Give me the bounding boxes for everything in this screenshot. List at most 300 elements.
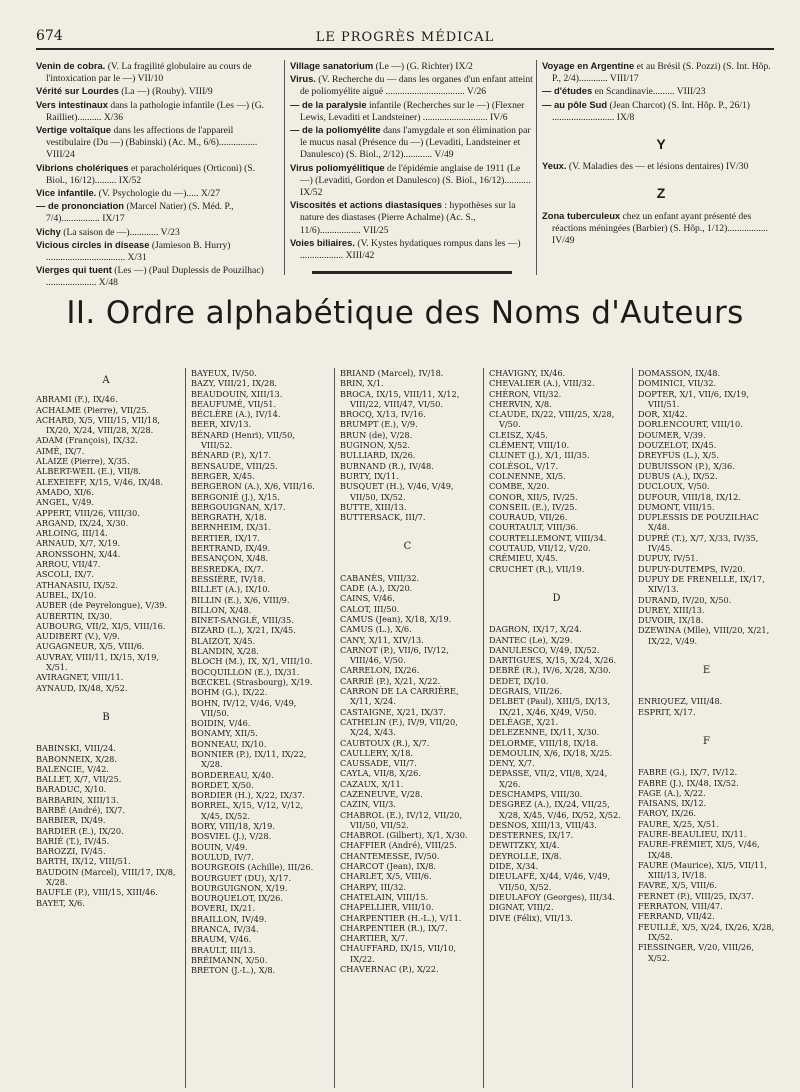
author-entry: BESANÇON, X/48. bbox=[191, 553, 269, 564]
author-entry: BARBIER, IX/49. bbox=[36, 815, 106, 826]
author-entry: BOURGUIGNON, X/19. bbox=[191, 882, 288, 893]
author-column-5 bbox=[632, 368, 775, 1088]
author-entry: DOUZELOT, IX/45. bbox=[638, 440, 717, 451]
author-entry: CARRIÉ (P.), X/21, X/22. bbox=[340, 675, 441, 686]
author-entry: BOHM (G.), IX/22. bbox=[191, 687, 268, 698]
author-entry: CHÉRON, VII/32. bbox=[489, 388, 562, 399]
author-entry: ESPRIT, X/17. bbox=[638, 706, 696, 717]
subject-entry-text: (V. La fragilité globulaire au cours de l'intoxication par le —) VII/10 bbox=[46, 61, 252, 85]
author-entry: BALLET, X/7, VII/25. bbox=[36, 774, 122, 785]
author-entry: ARNAUD, X/7, X/19. bbox=[36, 538, 121, 549]
author-entry: AUBER (de Peyrelongue), V/39. bbox=[36, 600, 168, 611]
author-entry: AUBEL, IX/10. bbox=[36, 589, 97, 600]
letter-spacer bbox=[36, 693, 176, 705]
author-entry: COURTAULT, VIII/36. bbox=[489, 522, 579, 533]
author-entry: BOURGEOIS (Achille), III/26. bbox=[191, 862, 314, 873]
author-entry: DAGRON, IX/17, X/24. bbox=[489, 624, 582, 635]
author-entry: ARLOING, III/14. bbox=[36, 528, 108, 539]
subject-entry bbox=[36, 124, 274, 162]
author-entry: CLUNET (J.), X/1, III/35. bbox=[489, 450, 590, 461]
author-entry: BAUDOIN (Marcel), VIII/17, IX/8, X/28. bbox=[36, 866, 176, 888]
author-entry: CABANÈS, VIII/32. bbox=[340, 572, 420, 583]
author-entry: BERGER, X/45. bbox=[191, 470, 255, 481]
author-entry: BENSAUDE, VIII/25. bbox=[191, 460, 278, 471]
subject-entry-head: Zona tuberculeux bbox=[542, 209, 621, 221]
author-entry: BONAMY, XII/5. bbox=[191, 728, 258, 739]
section-title: II. Ordre alphabétique des Noms d'Auteurs bbox=[66, 295, 744, 331]
subject-entry bbox=[36, 225, 274, 239]
author-entry: CLAUDE, IX/22, VIII/25, X/28, V/50. bbox=[489, 409, 615, 430]
author-entry: CHARLET, X/5, VIII/6. bbox=[340, 871, 432, 882]
subject-entry-head: — de la poliomyélite bbox=[290, 124, 381, 136]
author-entry: CHARPENTIER (H.-L.), V/11. bbox=[340, 912, 462, 923]
author-entry: BEAUFUMÉ, VII/51. bbox=[191, 398, 277, 409]
subject-entry bbox=[36, 264, 274, 289]
author-entry: COURTELLEMONT, VIII/34. bbox=[489, 532, 607, 543]
author-entry: DOMASSON, IX/48. bbox=[638, 368, 721, 378]
author-entry: BEER, XIV/13. bbox=[191, 419, 252, 430]
author-entry: CHAPELLIER, VIII/10. bbox=[340, 902, 434, 913]
author-entry: ABRAMI (F.), IX/46. bbox=[36, 394, 118, 405]
author-entry: DUPUY DE FRENELLE, IX/17, XIV/13. bbox=[638, 573, 765, 595]
author-entry: FAVRE, X/5, VIII/6. bbox=[638, 880, 717, 891]
author-entry: AIMÉ, IX/7. bbox=[36, 445, 85, 456]
author-entry: FERNET (P.), VIII/25, IX/37. bbox=[638, 890, 754, 901]
author-entry: BARDIER (E.), IX/20. bbox=[36, 825, 124, 836]
author-entry: BAUFLE (P.), VIII/15, XIII/46. bbox=[36, 887, 158, 898]
author-entry: CANY, X/11, XIV/13. bbox=[340, 634, 424, 645]
subject-entry-head: — de la paralysie bbox=[290, 98, 367, 110]
author-entry: FAURE-BEAULIEU, IX/11. bbox=[638, 828, 747, 839]
subject-entry bbox=[36, 98, 274, 124]
author-entry: BÉNARD (P.), X/17. bbox=[191, 450, 272, 461]
author-entry: BUTTE, XIII/13. bbox=[340, 501, 407, 512]
author-entry: BARADUC, X/10. bbox=[36, 784, 107, 795]
author-entry: CAINS, V/46. bbox=[340, 593, 395, 604]
author-entry: BERGERON (A.), X/6, VIII/16. bbox=[191, 481, 315, 492]
author-entry: COURAUD, VII/26. bbox=[489, 512, 568, 523]
subject-entry-head: Vice infantile. bbox=[36, 187, 97, 199]
author-entry: CAUSSADE, VII/7. bbox=[340, 758, 417, 769]
author-entry: BLANDIN, X/28. bbox=[191, 646, 259, 657]
author-entry: FAURE (Maurice), XI/5, VII/11, XIII/13, IV/18. bbox=[638, 859, 768, 881]
author-entry: DIEULAFOY (Georges), III/34. bbox=[489, 891, 616, 902]
author-entry: BROCQ, X/13, IV/16. bbox=[340, 409, 426, 420]
author-entry: COLÉSOL, V/17. bbox=[489, 460, 559, 471]
author-entry: DIDE, X/34. bbox=[489, 861, 539, 872]
section-divider bbox=[312, 271, 512, 274]
letter-heading: B bbox=[102, 711, 110, 723]
author-entry: DORLENCOURT, VIII/10. bbox=[638, 419, 743, 430]
author-entry: CHANTEMESSE, IV/50. bbox=[340, 850, 440, 861]
author-entry: CHAFFIER (André), VIII/25. bbox=[340, 840, 457, 851]
author-entry: BAYEUX, IV/50. bbox=[191, 368, 257, 378]
author-entry: CHABROL (E.), IV/12, VII/20, VII/50, VII/52. bbox=[340, 809, 463, 830]
author-entry: BUGINON, X/52. bbox=[340, 440, 411, 451]
author-entry: FERRATON, VIII/47. bbox=[638, 901, 723, 912]
author-entry: BRAULT, III/13. bbox=[191, 944, 256, 955]
subject-entry-text: (Le —) (G. Richter) IX/2 bbox=[375, 61, 473, 72]
author-entry: DUREY, XIII/13. bbox=[638, 604, 705, 615]
author-entry: DIVE (Félix), VII/13. bbox=[489, 912, 573, 923]
letter-spacer bbox=[489, 574, 624, 586]
letter-spacer bbox=[340, 561, 475, 573]
subject-entry-text: et au Brésil (S. Pozzi) (S. Int. Hôp. P., 2/4)............ VIII/17 bbox=[552, 61, 771, 85]
subject-index-continuation bbox=[36, 60, 774, 289]
subject-entry-text: (V. Kystes hydatiques rompus dans les —) .................. XIII/42 bbox=[300, 237, 521, 262]
author-entry: FAISANS, IX/12. bbox=[638, 798, 707, 809]
subject-entry bbox=[290, 161, 533, 200]
author-entry: CHAVERNAC (P.), X/22. bbox=[340, 964, 439, 975]
subject-column-3 bbox=[536, 60, 780, 275]
author-entry: BINET-SANGLÉ, VIII/35. bbox=[191, 615, 294, 626]
author-entry: CAZENEUVE, V/28. bbox=[340, 788, 423, 799]
author-entry: DESNOS, XIII/13, VIII/43. bbox=[489, 819, 597, 830]
subject-entry-text: en Scandinavie......... VIII/23 bbox=[594, 86, 706, 98]
letter-spacer bbox=[489, 612, 624, 624]
author-entry: ACHARD, X/5, VIII/15, VII/18, IX/20, X/24, VIII/28, X/28. bbox=[36, 414, 161, 436]
subject-entry-text: : hypothèses sur la nature des diastases (Pierre Achalme) (Ac. S., 11/6)................. VII/25 bbox=[300, 200, 516, 236]
author-entry: CARNOT (P.), VII/6, IV/12, VIII/46, V/50. bbox=[340, 644, 449, 666]
page-number: 674 bbox=[36, 28, 63, 44]
author-entry: DUPRÉ (T.), X/7, X/33, IV/35, IV/45. bbox=[638, 532, 759, 554]
author-entry: BOVERI, IX/21. bbox=[191, 903, 256, 914]
author-entry: ARGAND, IX/24, X/30. bbox=[36, 517, 129, 528]
author-entry: BABONNEIX, X/28. bbox=[36, 753, 117, 764]
author-entry: BRAUM, V/46. bbox=[191, 934, 252, 945]
author-entry: CHAUFFARD, IX/15, VII/10, IX/22. bbox=[340, 943, 457, 964]
author-entry: CHABROL (Gilbert), X/1, X/30. bbox=[340, 830, 468, 841]
subject-entry-text: (V. Psychologie du —)..... X/27 bbox=[98, 188, 221, 200]
author-entry: FAURE-FRÉMIET, XI/5, V/46, IX/48. bbox=[638, 839, 760, 860]
author-entry: COUTAUD, VII/12, V/20. bbox=[489, 543, 591, 554]
author-entry: CHAVIGNY, IX/46. bbox=[489, 368, 566, 378]
author-entry: DELBET (Paul), XIII/5, IX/13, IX/21, X/46, X/49, V/50. bbox=[489, 696, 611, 717]
author-entry: CHARPY, III/32. bbox=[340, 881, 407, 892]
author-entry: BAROZZI, IV/45. bbox=[36, 846, 106, 857]
journal-title: LE PROGRÈS MÉDICAL bbox=[315, 30, 495, 45]
author-entry: BUSQUET (H.), V/46, V/49, VII/50, IX/52. bbox=[340, 481, 454, 502]
author-entry: FIESSINGER, V/20, VIII/26, X/52. bbox=[638, 942, 754, 963]
subject-entry bbox=[36, 161, 274, 187]
subject-entry-head: Vicious circles in disease bbox=[36, 238, 150, 250]
author-entry: BRÉIMANN, X/50. bbox=[191, 954, 268, 965]
author-entry: DUVOIR, IX/18. bbox=[638, 615, 704, 626]
author-entry: BERTIER, IX/17. bbox=[191, 532, 260, 543]
author-entry: BAZY, VIII/21, IX/28. bbox=[191, 378, 278, 389]
author-entry: CONSEIL (E.), IV/25. bbox=[489, 501, 578, 512]
letter-spacer bbox=[638, 755, 775, 767]
author-entry: BŒCKEL (Strasbourg), X/19. bbox=[191, 676, 313, 687]
subject-entry-text: (Les —) (Paul Duplessis de Pouzilhac) ..................... X/48 bbox=[46, 265, 264, 289]
author-entry: DEWITZKY, XI/4. bbox=[489, 840, 560, 851]
subject-entry bbox=[542, 60, 780, 85]
author-entry: DELEZENNE, IX/11, X/30. bbox=[489, 727, 600, 738]
subject-entry-text: (La saison de —)............ V/23 bbox=[63, 226, 180, 238]
author-entry: BÉCLÈRE (A.), IV/14. bbox=[191, 409, 281, 420]
author-entry: AYNAUD, IX/48, X/52. bbox=[36, 682, 128, 693]
author-entry: BABINSKI, VIII/24. bbox=[36, 743, 116, 754]
letter-heading: C bbox=[403, 541, 412, 553]
page-header bbox=[36, 28, 774, 50]
author-entry: BERGOUIGNAN, X/17. bbox=[191, 501, 286, 512]
author-entry: DIGNAT, VIII/2. bbox=[489, 902, 554, 913]
author-entry: CAMUS (Jean), X/18, X/19. bbox=[340, 613, 452, 624]
author-entry: ARROU, VII/47. bbox=[36, 559, 101, 570]
author-entry: FAROY, IX/26. bbox=[638, 808, 697, 819]
author-entry: DENY, X/7. bbox=[489, 758, 535, 769]
author-entry: BOURGUET (DU), X/17. bbox=[191, 872, 292, 883]
subject-entry bbox=[290, 199, 533, 237]
letter-spacer bbox=[340, 522, 475, 534]
subject-entry bbox=[290, 60, 533, 73]
author-entry: ADAM (François), IX/32. bbox=[36, 435, 138, 446]
letter-heading: D bbox=[552, 592, 561, 604]
author-entry: DEMOULIN, X/6, IX/18, X/25. bbox=[489, 747, 613, 758]
author-entry: BORDIER (H.), X/22, IX/37. bbox=[191, 790, 305, 801]
subject-entry-text: dans l'amygdale et son élimination par le mucus nasal (Présence du —) (Levaditi, Landsteiner et Danulesco) (S. Biol., 2/12)............ V/49 bbox=[300, 125, 531, 161]
author-entry: CLÉMENT, VIII/10. bbox=[489, 440, 570, 451]
subject-entry-text: et paracholériques (Orticoni) (S. Biol., 16/12)......... IX/52 bbox=[46, 162, 256, 186]
author-entry: AUBERTIN, IX/30. bbox=[36, 610, 113, 621]
author-entry: BLOCH (M.), IX, X/1, VIII/10. bbox=[191, 656, 313, 667]
author-entry: DEGRAIS, VII/26. bbox=[489, 686, 563, 697]
author-entry: BERGRATH, X/18. bbox=[191, 512, 267, 523]
letter-heading: Z bbox=[656, 185, 666, 202]
author-entry: ALEXEIEFF, X/15, V/46, IX/48. bbox=[36, 476, 163, 487]
author-entry: FERRAND, VII/42. bbox=[638, 911, 715, 922]
author-entry: DUBUS (A.), IX/52. bbox=[638, 470, 718, 481]
author-entry: BRAILLON, IV/49. bbox=[191, 913, 267, 924]
author-entry: BERTRAND, IX/49. bbox=[191, 543, 271, 554]
author-entry: CAUBTOUX (R.), X/7. bbox=[340, 737, 430, 748]
author-entry: CAULLERY, X/18. bbox=[340, 747, 414, 758]
author-entry: CARRON DE LA CARRIÈRE, X/11, X/24. bbox=[340, 686, 459, 707]
author-entry: BORY, VIII/18, X/19. bbox=[191, 821, 275, 832]
author-entry: ALBERT-WEIL (E.), VII/8. bbox=[36, 466, 141, 477]
author-entry: AUGAGNEUR, X/5, VIII/6. bbox=[36, 641, 145, 652]
subject-entry-head: Vierges qui tuent bbox=[36, 264, 112, 276]
author-entry: BARTH, IX/12, VIII/51. bbox=[36, 856, 131, 867]
letter-spacer bbox=[36, 731, 176, 743]
subject-entry-head: Vérité sur Lourdes bbox=[36, 85, 119, 97]
author-entry: CAZIN, VII/3. bbox=[340, 799, 396, 810]
author-entry: DANULESCO, V/49, IX/52. bbox=[489, 644, 600, 655]
author-entry: DESGREZ (A.), IX/24, VII/25, X/28, X/45, V/46, IX/52, X/52. bbox=[489, 799, 621, 820]
author-entry: AUVRAY, VIII/11, IX/15, X/19, X/51. bbox=[36, 651, 160, 673]
subject-entry-head: Vichy bbox=[36, 225, 61, 237]
subject-entry-text: dans la pathologie infantile (Les —) (G. Railliet).......... X/36 bbox=[46, 99, 265, 123]
author-entry: DEYROLLE, IX/8. bbox=[489, 850, 562, 861]
author-entry: BRIAND (Marcel), IV/18. bbox=[340, 368, 444, 378]
author-entry: DIEULAFÉ, X/44, V/46, V/49, VII/50, X/52. bbox=[489, 871, 611, 892]
author-entry: ACHALME (Pierre), VII/25. bbox=[36, 404, 150, 415]
author-entry: BILLET (A.), IX/10. bbox=[191, 584, 271, 595]
author-entry: BÉNARD (Henri), VII/50, VIII/52. bbox=[191, 429, 295, 451]
author-entry: APPERT, VIII/26, VIII/30. bbox=[36, 507, 140, 518]
subject-entry-text: (Jean Charcot) (S. Int. Hôp. P., 26/1) .......................... IX/8 bbox=[552, 99, 750, 123]
subject-entry-text: infantile (Recherches sur le —) (Flexner Lewis, Levaditi et Landsteiner) ........................... IV/6 bbox=[300, 99, 525, 123]
author-entry: BRUMPT (E.), V/9. bbox=[340, 419, 418, 430]
author-entry: CHARPENTIER (R.), IX/7. bbox=[340, 922, 448, 933]
author-column-4 bbox=[483, 368, 624, 1088]
author-entry: BIZARD (L.), X/21, IX/45. bbox=[191, 625, 296, 636]
author-entry: BEAUDOUIN, XIII/13. bbox=[191, 388, 283, 399]
author-entry: BILLON, X/48. bbox=[191, 604, 252, 615]
author-entry: DUPUY, IV/51. bbox=[638, 553, 699, 564]
author-entry: ANGEL, V/49. bbox=[36, 497, 94, 508]
author-entry: CATHELIN (F.), IV/9, VII/20, X/24, X/43. bbox=[340, 716, 458, 738]
author-entry: FEUILLÉ, X/5, X/24, IX/26, X/28, IX/52. bbox=[638, 921, 775, 942]
author-entry: ATHANASIU, IX/52. bbox=[36, 579, 119, 590]
author-column-1 bbox=[36, 368, 176, 1088]
author-column-3 bbox=[334, 368, 475, 1088]
author-entry: DELÉAGE, X/21. bbox=[489, 716, 559, 727]
author-entry: BAYET, X/6. bbox=[36, 897, 85, 908]
author-entry: DEPASSE, VII/2, VII/8, X/24, X/26. bbox=[489, 768, 608, 789]
author-entry: CHARTIER, X/7. bbox=[340, 933, 408, 944]
author-entry: BOIDIN, V/46. bbox=[191, 718, 251, 729]
author-entry: BULLIARD, IX/26. bbox=[340, 450, 416, 461]
letter-spacer bbox=[638, 646, 775, 658]
letter-heading: Y bbox=[656, 136, 666, 153]
author-entry: CAYLA, VII/8, X/26. bbox=[340, 768, 421, 779]
subject-entry-text: (Jamieson B. Hurry) ................................. X/31 bbox=[46, 239, 231, 264]
author-entry: BERGONIÉ (J.), X/15. bbox=[191, 491, 280, 502]
author-entry: CASTAIGNE, X/21, IX/37. bbox=[340, 706, 446, 717]
letter-heading: A bbox=[102, 375, 110, 386]
author-entry: CHATELAIN, VIII/15. bbox=[340, 891, 429, 902]
author-entry: BESSIÈRE, IV/18. bbox=[191, 573, 266, 584]
author-entry: BARIÉ (T.), IV/45. bbox=[36, 835, 110, 846]
subject-column-1 bbox=[36, 60, 274, 289]
author-entry: ALAIZE (Pierre), X/35. bbox=[36, 456, 130, 467]
author-entry: DEDET, IX/10. bbox=[489, 675, 549, 686]
subject-entry bbox=[36, 85, 274, 98]
author-entry: BERNHEIM, IX/31. bbox=[191, 522, 272, 533]
author-entry: CHEVALIER (A.), VIII/32. bbox=[489, 378, 595, 389]
author-entry: BONNEAU, IX/10. bbox=[191, 738, 267, 749]
author-entry: CLEISZ, X/45. bbox=[489, 429, 548, 440]
subject-entry bbox=[36, 200, 274, 225]
author-entry: DEBRÉ (R.), IV/6, X/28, X/30. bbox=[489, 665, 611, 676]
subject-entry-text: de l'épidémie anglaise de 1911 (Le —) (Levaditi, Gordon et Danulesco) (S. Biol., 16/12)........... IX/52 bbox=[300, 162, 531, 199]
author-entry: ARONSSOHN, X/44. bbox=[36, 548, 121, 559]
author-entry: BARBÉ (André), IX/7. bbox=[36, 804, 126, 815]
author-column-2 bbox=[185, 368, 326, 1088]
subject-entry-head: Vibrions cholériques bbox=[36, 161, 129, 173]
subject-entry-text: (V. Recherche du — dans les organes d'un enfant atteint de poliomyélite aiguë ................................. V/26 bbox=[300, 74, 533, 98]
author-entry: BONNIER (P.), IX/11, IX/22, X/28. bbox=[191, 748, 307, 770]
author-entry: CARRELON, IX/26. bbox=[340, 665, 420, 676]
author-entry: DESTERNES, IX/17. bbox=[489, 830, 574, 841]
author-entry: BLAIZOT, X/45. bbox=[191, 635, 256, 646]
author-entry: CADE (A.), IX/20. bbox=[340, 583, 413, 594]
author-entry: DUPUY-DUTEMPS, IV/20. bbox=[638, 563, 746, 574]
author-entry: DUBUISSON (P.), X/36. bbox=[638, 460, 735, 471]
author-entry: DUMONT, VIII/15. bbox=[638, 501, 715, 512]
author-entry: COMBE, X/20. bbox=[489, 481, 550, 492]
author-entry: ENRIQUEZ, VIII/48. bbox=[638, 696, 723, 707]
author-entry: BRIN, X/1. bbox=[340, 378, 384, 389]
letter-spacer bbox=[638, 684, 775, 696]
subject-entry bbox=[542, 209, 780, 248]
author-entry: BOULUD, IV/7. bbox=[191, 851, 254, 862]
subject-entry-head: Virus poliomyélitique bbox=[290, 161, 385, 173]
letter-heading: E bbox=[702, 665, 711, 677]
author-entry: CHARCOT (Jean), IX/8. bbox=[340, 861, 437, 872]
author-entry: DZEWINA (Mlle), VIII/20, X/21, IX/22, V/49. bbox=[638, 625, 770, 646]
subject-column-2 bbox=[284, 60, 533, 275]
subject-entry-text: chez un enfant ayant présenté des réactions méningées (Barbier) (S. Hôp., 1/12)................. IV/49 bbox=[552, 210, 769, 247]
author-entry: BORREL, X/15, V/12, V/12, X/45, IX/52. bbox=[191, 800, 304, 821]
author-entry: BOURQUELOT, IX/26. bbox=[191, 893, 283, 904]
author-entry: AUDIBERT (V.), V/9. bbox=[36, 631, 120, 642]
author-entry: BARBARIN, XIII/13. bbox=[36, 794, 119, 805]
subject-entry-head: — d'études bbox=[542, 85, 593, 97]
subject-entry-text: (V. Maladies des — et lésions dentaires) IV/30 bbox=[568, 161, 749, 173]
author-entry: BORDET, X/50. bbox=[191, 779, 254, 790]
author-entry: BOHN, IV/12, V/46, V/49, VII/50. bbox=[191, 697, 297, 718]
author-entry: BURTY, IX/11. bbox=[340, 470, 399, 481]
author-entry: CRUCHET (R.), VII/19. bbox=[489, 563, 585, 574]
subject-entry bbox=[542, 160, 780, 173]
author-entry: DUFOUR, VIII/18, IX/12. bbox=[638, 491, 741, 502]
author-entry: BRANCA, IV/34. bbox=[191, 924, 259, 935]
author-entry: DUPLESSIS DE POUZILHAC X/48. bbox=[638, 512, 759, 533]
author-index bbox=[36, 368, 774, 1088]
author-entry: DANTEC (Le), X/29. bbox=[489, 634, 573, 645]
subject-entry bbox=[542, 98, 780, 124]
author-entry: BRUN (de), V/28. bbox=[340, 429, 413, 440]
author-entry: FABRE (G.), IX/7, IV/12. bbox=[638, 767, 738, 778]
author-entry: DREYFUS (L.), X/5. bbox=[638, 450, 719, 461]
subject-entry-text: (La —) (Rouby). VIII/9 bbox=[121, 86, 213, 98]
subject-entry bbox=[36, 187, 274, 200]
author-entry: AUBOURG, VII/2, XI/5, VIII/16. bbox=[36, 620, 166, 631]
subject-entry bbox=[542, 85, 780, 98]
subject-entry bbox=[290, 98, 533, 124]
subject-entry-head: — de prononciation bbox=[36, 200, 125, 212]
letter-spacer bbox=[638, 717, 775, 729]
author-entry: BOCQUILLON (E.), IX/31. bbox=[191, 666, 300, 677]
author-entry: CAMUS (L.), X/6. bbox=[340, 624, 412, 635]
author-entry: DELORME, VIII/18, IX/18. bbox=[489, 737, 599, 748]
author-entry: CRÉMIEU, X/45. bbox=[489, 553, 558, 564]
author-entry: AMADO, XI/6. bbox=[36, 486, 94, 497]
author-entry: BOSVIEL (J.), V/28. bbox=[191, 831, 272, 842]
subject-entry bbox=[36, 238, 274, 264]
author-entry: BALENCIE, V/42. bbox=[36, 763, 109, 774]
author-entry: DOMINICI, VII/32. bbox=[638, 378, 717, 389]
author-entry: FAGE (A.), X/22. bbox=[638, 787, 706, 798]
author-entry: DOPTER, X/1, VII/6, IX/19, VIII/51. bbox=[638, 388, 749, 409]
author-entry: BORDEREAU, X/40. bbox=[191, 769, 274, 780]
subject-entry bbox=[290, 124, 533, 162]
subject-entry bbox=[290, 236, 533, 262]
subject-entry-head: Yeux. bbox=[542, 160, 567, 172]
author-entry: FABRE (J.), IX/48, IX/52. bbox=[638, 777, 739, 788]
author-entry: COLNENNE, XI/5. bbox=[489, 470, 566, 481]
letter-heading: F bbox=[703, 735, 710, 747]
subject-entry-head: Viscosités et actions diastasiques bbox=[290, 199, 442, 211]
subject-entry-text: (Marcel Natier) (S. Méd. P., 7/4)................ IX/17 bbox=[46, 201, 234, 225]
subject-entry-text: dans les affections de l'appareil vestibulaire (Du —) (Babinski) (Ac. M., 6/6)................ VIII/24 bbox=[46, 125, 258, 161]
subject-entry-head: Village sanatorium bbox=[290, 60, 374, 71]
subject-entry-head: Voyage en Argentine bbox=[542, 60, 635, 71]
author-entry: DARTIGUES, X/15, X/24, X/26. bbox=[489, 655, 617, 666]
author-entry: BRETON (J.-L.), X/8. bbox=[191, 965, 276, 976]
